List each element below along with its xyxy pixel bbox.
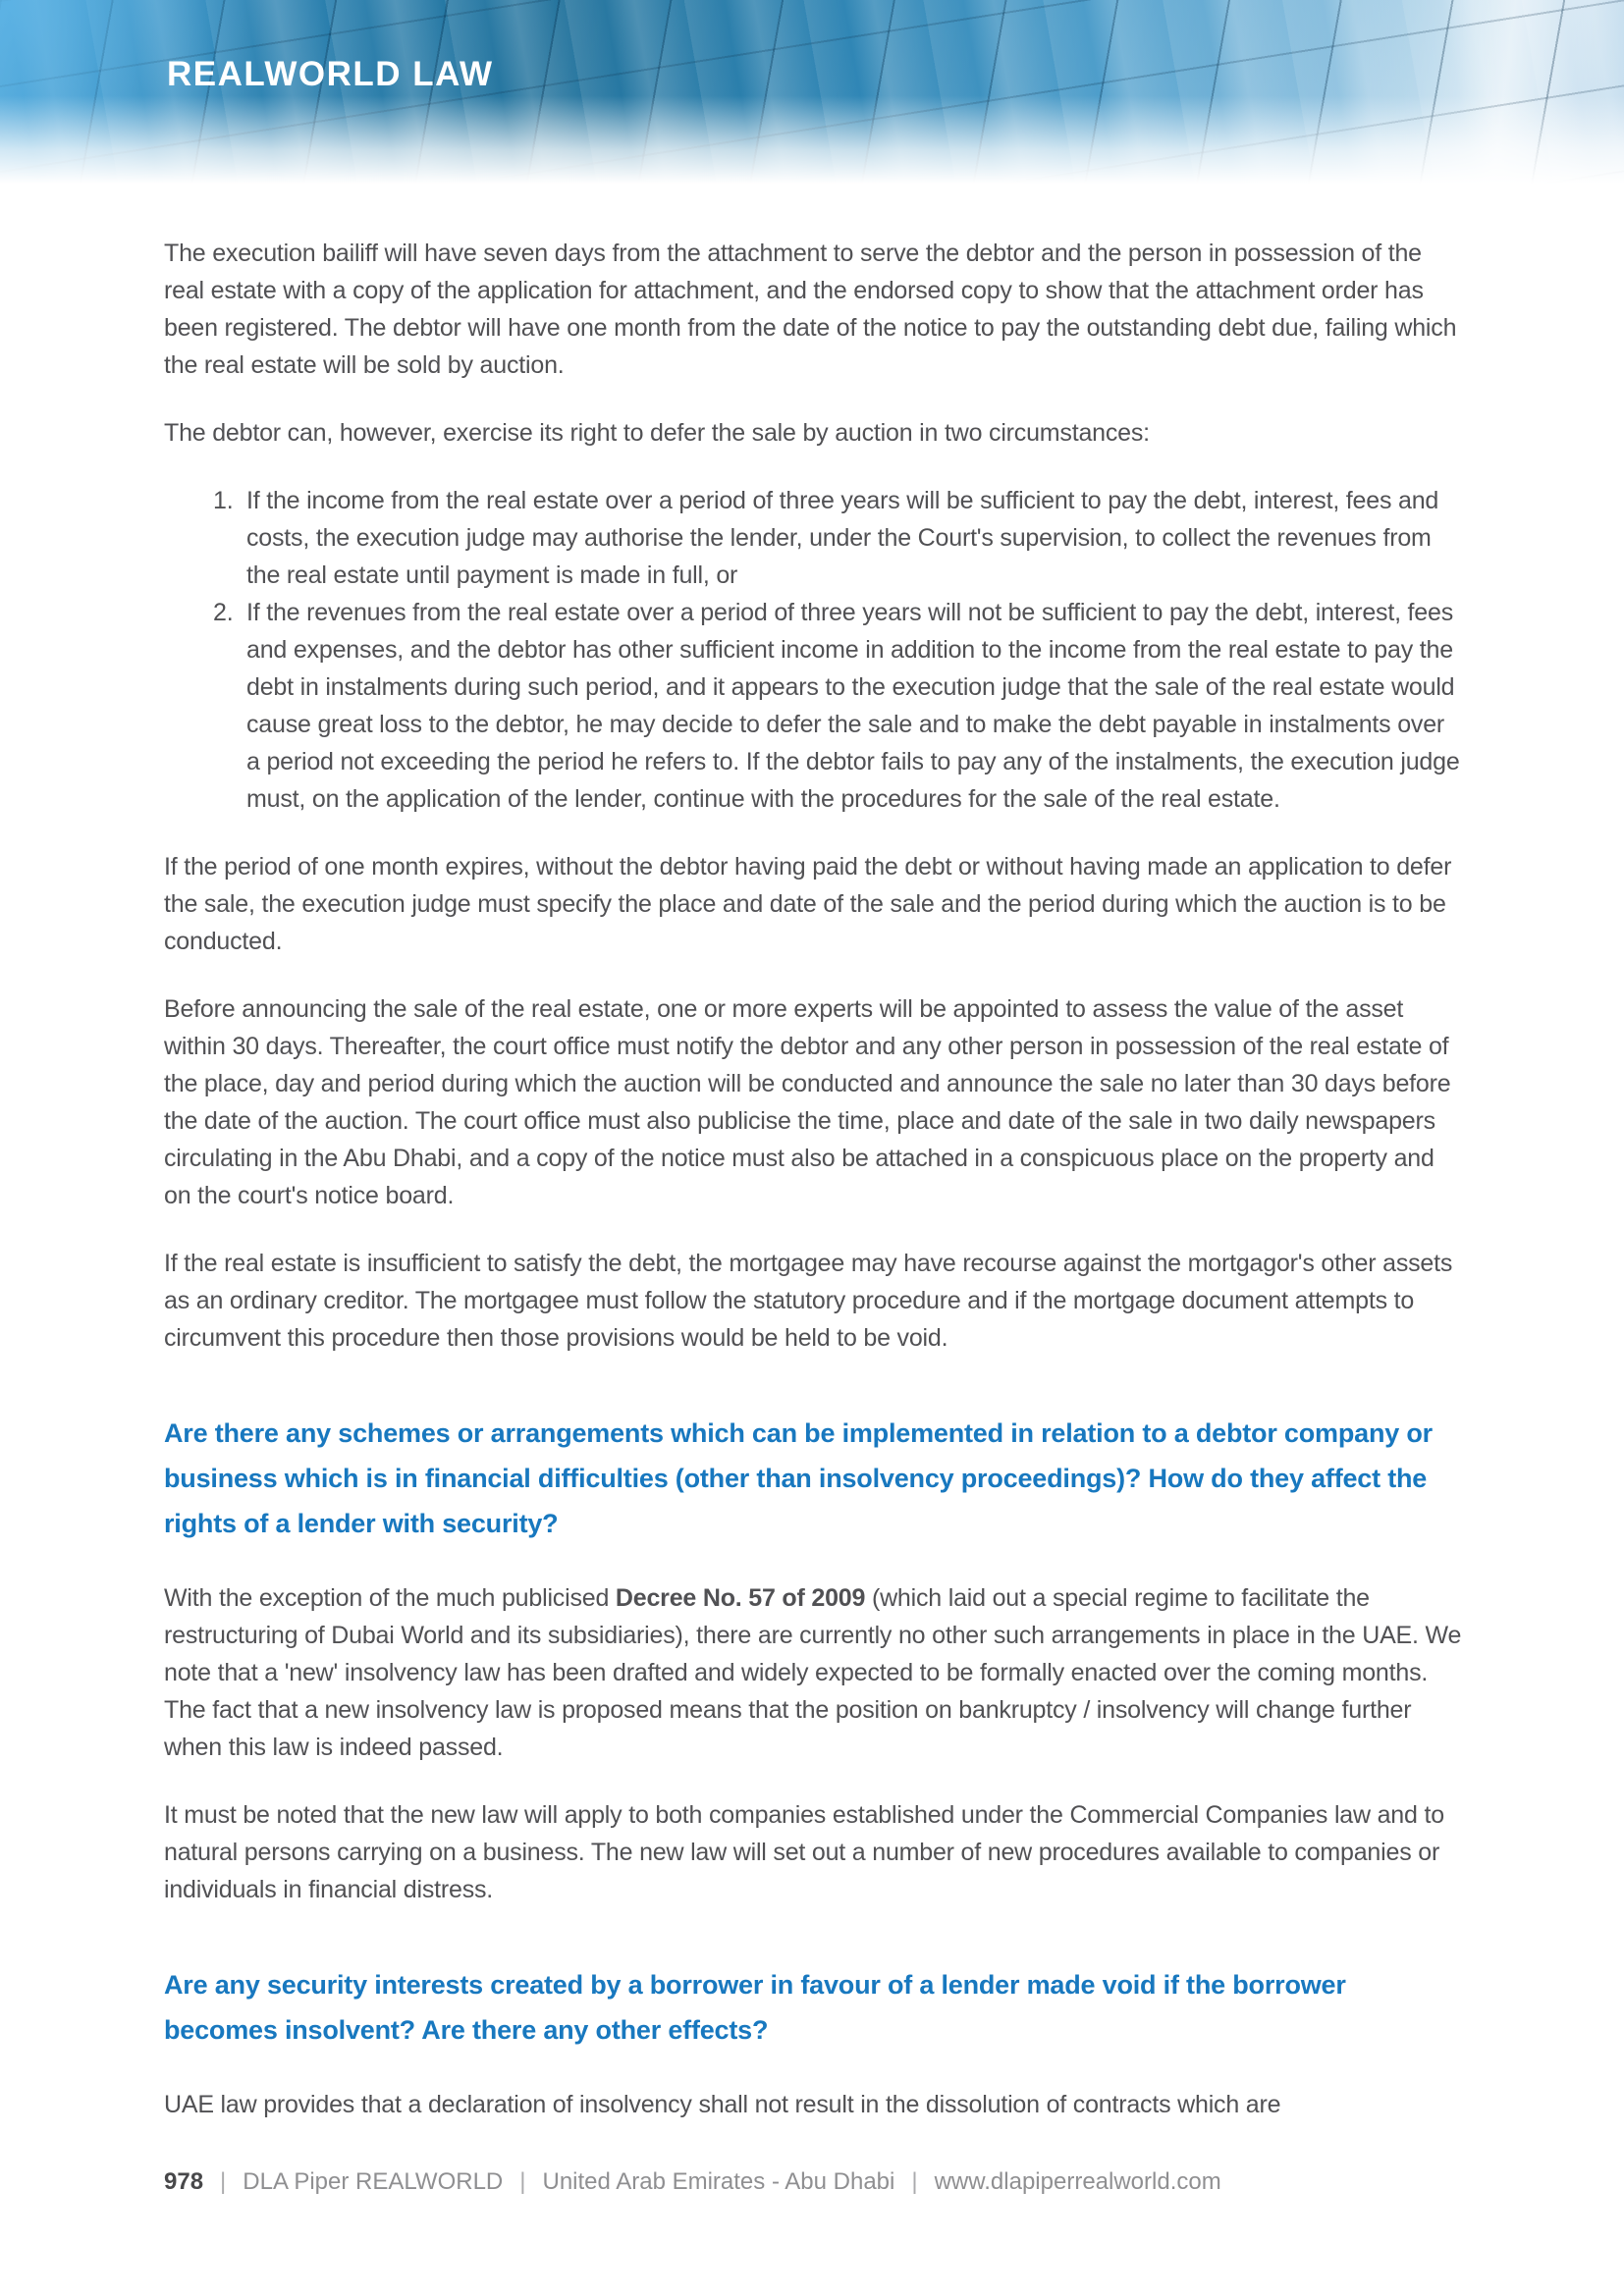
- footer-page-number: 978: [164, 2168, 204, 2195]
- main-content: [0, 191, 1624, 2154]
- list-item: [164, 594, 1463, 818]
- paragraph-mortgagee-recourse: If the real estate is insufficient to satisfy the debt, the mortgagee may have recourse against the mortgagor's other assets as an ordinary creditor. The mortgagee must follow the statutory procedure and if the mortgage document attempts to circumvent this procedure then those provisions would be held to be void.: [164, 1250, 1453, 1352]
- paragraph-execution-bailiff: The execution bailiff will have seven days from the attachment to serve the debtor and the person in possession of the real estate with a copy of the application for attachment, and the endorsed copy to show that the attachment order has been registered. The debtor will have one month from the date of the notice to pay the outstanding debt due, failing which the real estate will be sold by auction.: [164, 240, 1457, 379]
- footer-divider: |: [519, 2168, 526, 2195]
- list-item-text: If the revenues from the real estate over a period of three years will not be sufficient to pay the debt, interest, fees and expenses, and the debtor has other sufficient income in addition to the income from the real estate to pay the debt in instalments during such period, and it appears to the execution judge that the sale of the real estate would cause great loss to the debtor, he may decide to defer the sale and to make the debt payable in instalments over a period not exceeding the period he refers to. If the debtor fails to pay any of the instalments, the execution judge must, on the application of the lender, continue with the procedures for the sale of the real estate.: [246, 599, 1460, 813]
- paragraph-one-month-expiry: If the period of one month expires, without the debtor having paid the debt or without having made an application to defer the sale, the execution judge must specify the place and date of the sale and the period during which the auction is to be conducted.: [164, 853, 1452, 955]
- paragraph-auction-announcement: Before announcing the sale of the real estate, one or more experts will be appointed to assess the value of the asset within 30 days. Thereafter, the court office must notify the debtor and any other person in possession of the real estate of the place, day and period during which the auction will be conducted and announce the sale no later than 30 days before the date of the auction. The court office must also publicise the time, place and date of the sale in two daily newspapers circulating in the Abu Dhabi, and a copy of the notice must also be attached in a conspicuous place on the property and on the court's notice board.: [164, 995, 1451, 1209]
- paragraph-uae-law-insolvency: UAE law provides that a declaration of insolvency shall not result in the dissolution of contracts which are: [164, 2091, 1281, 2118]
- paragraph-defer-intro: The debtor can, however, exercise its right to defer the sale by auction in two circumstances:: [164, 419, 1150, 447]
- paragraph-decree-57-pre: With the exception of the much publicised: [164, 1584, 616, 1612]
- footer-brand: DLA Piper REALWORLD: [243, 2168, 504, 2195]
- footer-divider: |: [911, 2168, 918, 2195]
- footer-region: United Arab Emirates - Abu Dhabi: [542, 2168, 895, 2195]
- page-title: REALWORLD LAW: [167, 55, 494, 93]
- paragraph-decree-57: [164, 1579, 1463, 1766]
- header-banner: [0, 0, 1624, 191]
- decree-reference: Decree No. 57 of 2009: [615, 1584, 866, 1612]
- footer-divider: |: [220, 2168, 227, 2195]
- page-footer: [0, 2168, 1624, 2296]
- list-item-text: If the income from the real estate over a period of three years will be sufficient to pay the debt, interest, fees and costs, the execution judge may authorise the lender, under the Court's supervision, to collect the revenues from the real estate until payment is made in full, or: [246, 487, 1439, 589]
- question-heading-schemes: Are there any schemes or arrangements which can be implemented in relation to a debtor company or business which is in financial difficulties (other than insolvency proceedings)? How do they affect the rights of a lender with security?: [164, 1418, 1433, 1538]
- paragraph-new-law-scope: It must be noted that the new law will apply to both companies established under the Commercial Companies law and to natural persons carrying on a business. The new law will set out a number of new procedures available to companies or individuals in financial distress.: [164, 1801, 1444, 1903]
- question-heading-security-void: Are any security interests created by a borrower in favour of a lender made void if the borrower becomes insolvent? Are there any other effects?: [164, 1970, 1346, 2045]
- paragraph-decree-57-post: (which laid out a special regime to facilitate the restructuring of Dubai World and its subsidiaries), there are currently no other such arrangements in place in the UAE. We note that a 'new' insolvency law has been drafted and widely expected to be formally enacted over the coming months. The fact that a new insolvency law is proposed means that the position on bankruptcy / insolvency will change further when this law is indeed passed.: [164, 1584, 1462, 1761]
- footer-url: www.dlapiperrealworld.com: [934, 2168, 1221, 2195]
- defer-circumstances-list: [164, 482, 1463, 818]
- list-item: [164, 482, 1463, 594]
